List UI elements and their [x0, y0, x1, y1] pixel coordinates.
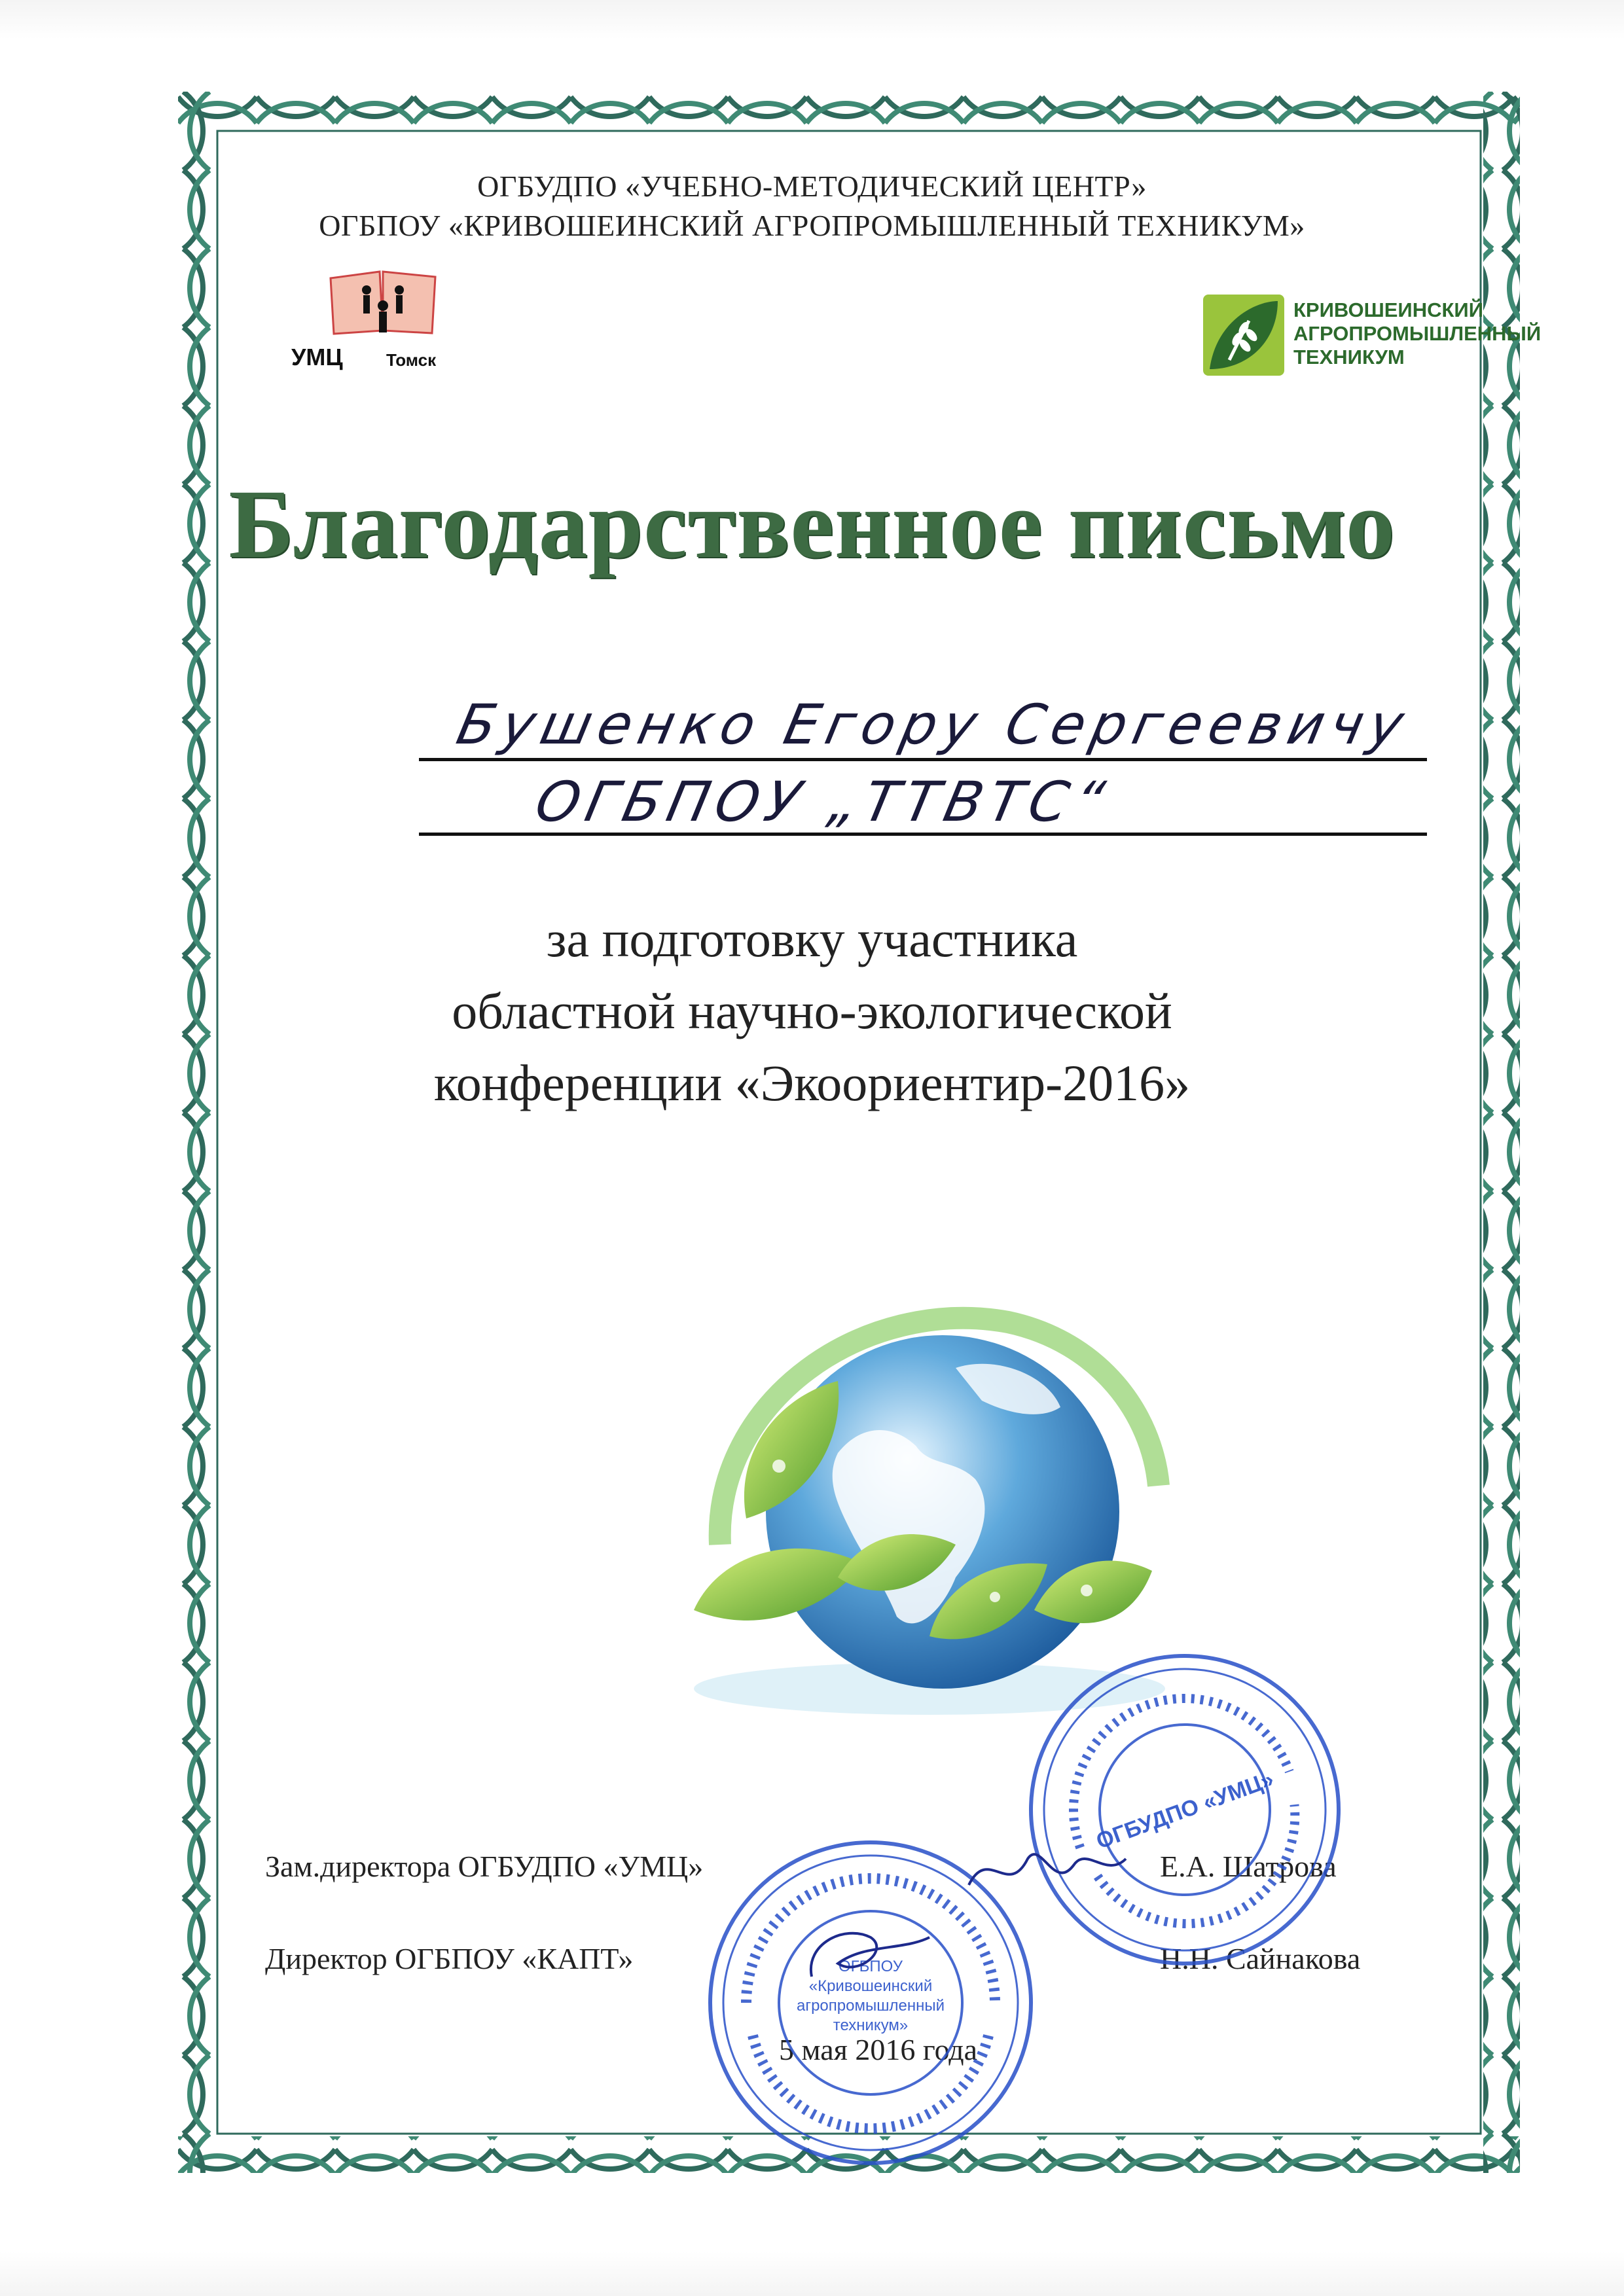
header-organization-2: ОГБПОУ «КРИВОШЕИНСКИЙ АГРОПРОМЫШЛЕННЫЙ ТЕХНИКУМ» [319, 209, 1305, 242]
reason-line-2: областной научно-экологической [452, 982, 1172, 1039]
recipient-organization: ОГБПОУ „ТТВТС“ [530, 770, 1117, 834]
signature-name-1: Е.А. Шатрова [1160, 1850, 1337, 1883]
kapt-logo-line3: ТЕХНИКУМ [1293, 346, 1405, 368]
signature-scribble-1 [962, 1833, 1132, 1905]
umc-stamp-center: ОГБУДПО «УМЦ» [1092, 1767, 1277, 1854]
kapt-logo [1203, 295, 1543, 386]
umc-logo [288, 265, 471, 383]
signature-scribble-2 [799, 1918, 943, 1990]
reason-line-1: за подготовку участника [546, 910, 1078, 967]
header-organization-1: ОГБУДПО «УЧЕБНО-МЕТОДИЧЕСКИЙ ЦЕНТР» [477, 170, 1147, 203]
kapt-logo-text [1293, 298, 1541, 369]
book-people-icon [327, 265, 439, 337]
kapt-logo-line1: КРИВОШЕИНСКИЙ [1293, 298, 1483, 321]
kapt-stamp-center: ОГБПОУ «Кривошеинский агропромышленный техникум» [796, 1958, 945, 2034]
umc-logo-abbr: УМЦ [291, 344, 343, 370]
signature-position-2: Директор ОГБПОУ «КАПТ» [265, 1942, 634, 1975]
issue-date: 5 мая 2016 года [779, 2033, 978, 2066]
signature-name-2: Н.Н. Сайнакова [1160, 1942, 1361, 1975]
letter-title: Благодарственное письмо [228, 470, 1396, 579]
signature-position-1: Зам.директора ОГБУДПО «УМЦ» [265, 1850, 704, 1883]
reason-line-3: конференции «Экоориентир-2016» [433, 1054, 1191, 1111]
wheat-leaf-icon [1203, 295, 1284, 376]
kapt-logo-line2: АГРОПРОМЫШЛЕННЫЙ [1293, 322, 1542, 345]
umc-logo-city: Томск [386, 350, 437, 370]
umc-stamp-icon [1021, 1646, 1348, 1973]
recipient-name: Бушенко Егору Сергеевичу [451, 692, 1416, 757]
